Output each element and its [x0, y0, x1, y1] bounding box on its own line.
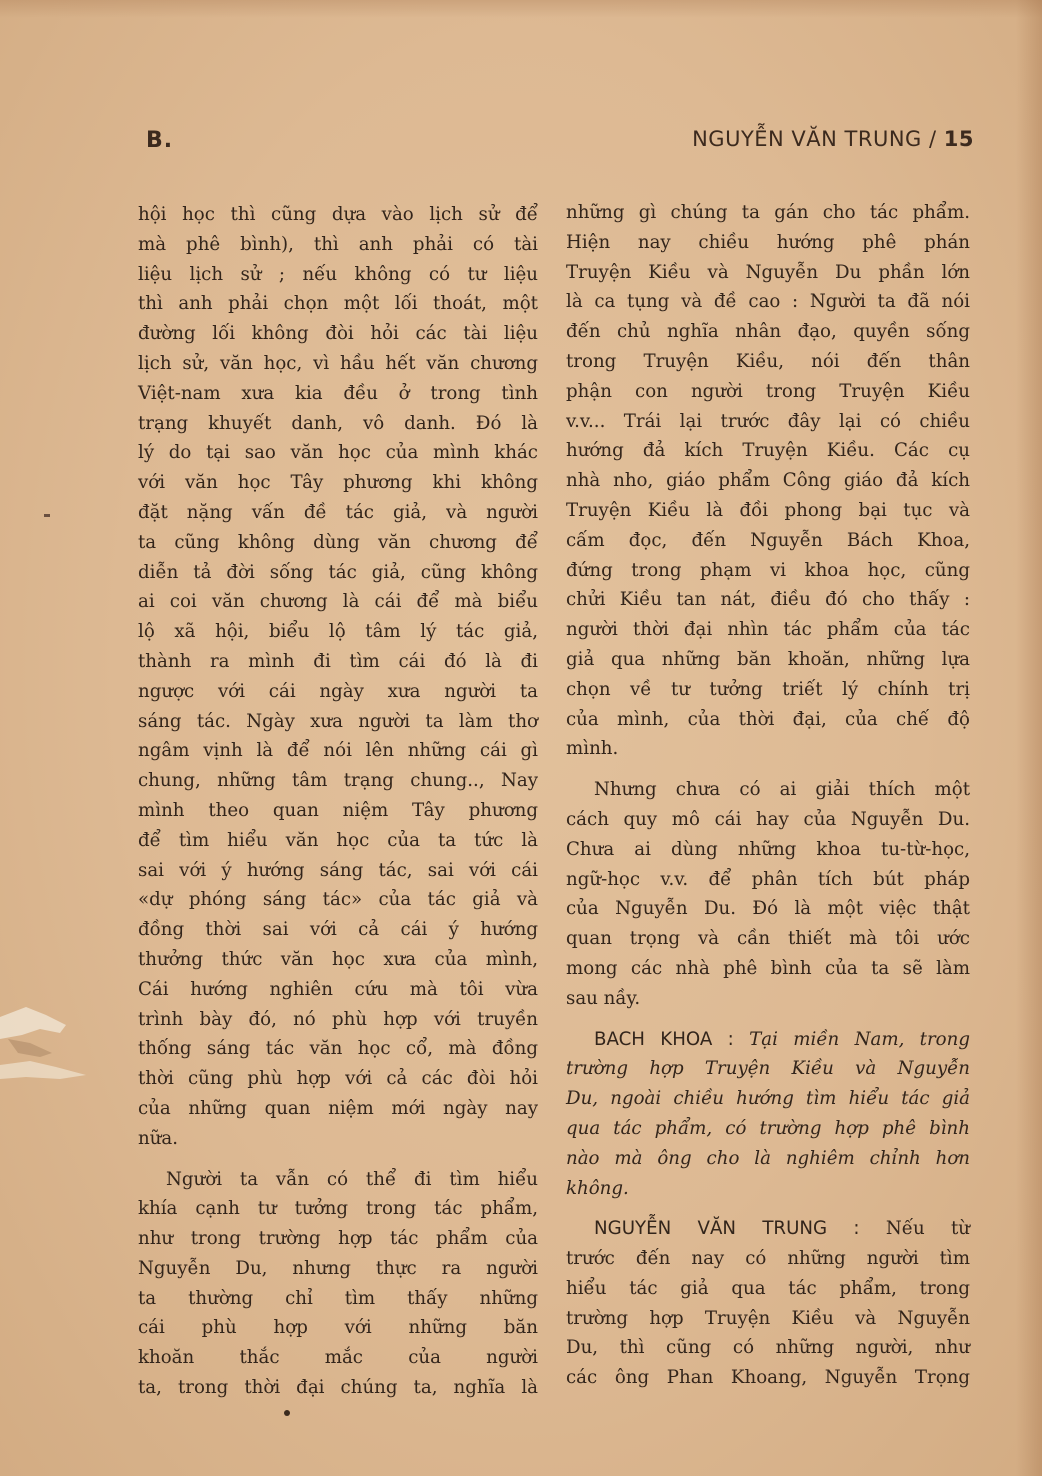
- text-line: v.v... Trái lại trước đây lại có chiều: [566, 410, 970, 432]
- text-line: của mình, của thời đại, của chế độ: [566, 708, 970, 730]
- text-line: với văn học Tây phương khi không: [138, 472, 538, 494]
- dialogue-first-line: NGUYỄN VĂN TRUNG : Nếu từ: [594, 1218, 970, 1240]
- left-column: [138, 200, 538, 1403]
- text-line: ta cũng không dùng văn chương để: [138, 531, 538, 553]
- page-number: 15: [943, 127, 974, 151]
- text-line: hướng đả kích Truyện Kiều. Các cụ: [566, 440, 970, 462]
- text-line: ta, trong thời đại chúng ta, nghĩa là: [138, 1377, 538, 1399]
- text-line: những gì chúng ta gán cho tác phẩm.: [566, 202, 970, 223]
- text-line: cách quy mô cái hay của Nguyễn Du.: [566, 808, 970, 830]
- text-line: giả qua những băn khoăn, những lựa: [566, 648, 970, 670]
- text-line: không.: [566, 1177, 629, 1199]
- text-line: Người ta vẫn có thể đi tìm hiểu: [166, 1168, 538, 1190]
- text-line: hiểu tác giả qua tác phẩm, trong: [566, 1277, 970, 1299]
- text-line: chung, những tâm trạng chung.., Nay: [138, 770, 538, 792]
- text-line: ai coi văn chương là cái để mà biểu: [138, 591, 538, 613]
- text-line: của những quan niệm mới ngày nay: [138, 1097, 538, 1119]
- text-line: sau nầy.: [566, 987, 641, 1009]
- text-line: «dự phóng sáng tác» của tác giả và: [138, 889, 538, 911]
- text-line: mong các nhà phê bình của ta sẽ làm: [566, 957, 970, 979]
- text-line: lộ xã hội, biểu lộ tâm lý tác giả,: [138, 621, 538, 643]
- right-paragraph-2: [566, 775, 970, 1013]
- text-line: Nhưng chưa có ai giải thích một: [594, 779, 970, 801]
- text-line: trường hợp Truyện Kiều và Nguyễn: [566, 1307, 970, 1329]
- text-line: sai với ý hướng sáng tác, sai với cái: [138, 859, 538, 881]
- text-line: thành ra mình đi tìm cái đó là đi: [138, 650, 538, 672]
- text-line: Du, ngoài chiều hướng tìm hiểu tác giả: [566, 1088, 970, 1110]
- page-top-shadow: [0, 0, 1042, 18]
- text-line: Truyện Kiều và Nguyễn Du phần lớn: [566, 261, 970, 283]
- text-line: đứng trong phạm vi khoa học, cũng: [566, 559, 970, 581]
- text-line: đặt nặng vấn đề tác giả, và người: [138, 501, 538, 523]
- text-line: nào mà ông cho là nghiêm chỉnh hơn: [566, 1147, 970, 1169]
- text-line: cái phù hợp với những băn: [138, 1317, 538, 1339]
- running-header: [586, 127, 974, 151]
- ink-dot: [284, 1410, 290, 1416]
- right-paragraph-3: [566, 1025, 970, 1204]
- margin-mark: [44, 514, 50, 517]
- text-line: mình theo quan niệm Tây phương: [138, 799, 538, 821]
- text-line: lý do tại sao văn học của mình khác: [138, 442, 538, 464]
- text-line: trước đến nay có những người tìm: [566, 1248, 970, 1270]
- text-line: quan trọng và cần thiết mà tôi ước: [566, 928, 970, 950]
- text-line: đến chủ nghĩa nhân đạo, quyền sống: [566, 321, 970, 343]
- text-line: Hiện nay chiều hướng phê phán: [566, 231, 970, 253]
- text-line: thì anh phải chọn một lối thoát, một: [138, 293, 538, 315]
- text-line: ngược với cái ngày xưa người ta: [138, 680, 538, 702]
- text-line: là ca tụng và đề cao : Người ta đã nói: [566, 291, 970, 313]
- text-line: đường lối không đòi hỏi các tài liệu: [138, 323, 538, 345]
- dialogue-first-line: BACH KHOA : Tại miền Nam, trong: [594, 1028, 970, 1050]
- paper-tear-mark: [0, 995, 90, 1085]
- text-line: như trong trường hợp tác phẩm của: [138, 1228, 538, 1250]
- text-line: mình.: [566, 738, 619, 760]
- left-paragraph-1: [138, 200, 538, 1154]
- text-line: trong Truyện Kiều, nói đến thân: [566, 350, 970, 372]
- text-line: diễn tả đời sống tác giả, cũng không: [138, 561, 538, 583]
- text-line: Chưa ai dùng những khoa tu-từ-học,: [566, 838, 970, 860]
- text-line: trình bày đó, nó phù hợp với truyền: [138, 1008, 538, 1030]
- text-line: mà phê bình), thì anh phải có tài: [138, 233, 538, 255]
- left-paragraph-2: [138, 1165, 538, 1403]
- right-paragraph-1: [566, 198, 970, 764]
- text-line: phận con người trong Truyện Kiều: [566, 380, 970, 402]
- speaker-label: NGUYỄN VĂN TRUNG :: [594, 1218, 860, 1240]
- text-line: nữa.: [138, 1127, 179, 1149]
- text-line: chọn về tư tưởng triết lý chính trị: [566, 678, 970, 700]
- text-line: Du, thì cũng có những người, như: [566, 1337, 970, 1359]
- section-letter: B.: [146, 128, 174, 153]
- text-line: Nguyễn Du, nhưng thực ra người: [138, 1257, 538, 1279]
- text-line: khoăn thắc mắc của người: [138, 1347, 538, 1369]
- text-line: Truyện Kiều là đồi phong bại tục và: [566, 499, 970, 521]
- text-line: đồng thời sai với cả cái ý hướng: [138, 919, 538, 941]
- text-line: trường hợp Truyện Kiều và Nguyễn: [566, 1058, 970, 1080]
- text-line: cấm đọc, đến Nguyễn Bách Khoa,: [566, 529, 970, 551]
- text-line: liệu lịch sử ; nếu không có tư liệu: [138, 263, 538, 285]
- page-edge-shadow: [1016, 0, 1042, 1476]
- text-line: ngữ-học v.v. để phân tích bút pháp: [566, 868, 970, 890]
- text-line: qua tác phẩm, có trường hợp phê bình: [566, 1117, 970, 1139]
- right-column: [566, 198, 970, 1393]
- header-author: NGUYỄN VĂN TRUNG /: [692, 127, 937, 151]
- text-line: sáng tác. Ngày xưa người ta làm thơ: [138, 710, 538, 732]
- text-line: của Nguyễn Du. Đó là một việc thật: [566, 898, 970, 920]
- text-line: lịch sử, văn học, vì hầu hết văn chương: [138, 352, 538, 374]
- text-line: ngâm vịnh là để nói lên những cái gì: [138, 740, 538, 762]
- text-line: thời cũng phù hợp với cả các đòi hỏi: [138, 1068, 538, 1090]
- text-line: Cái hướng nghiên cứu mà tôi vừa: [138, 978, 538, 1000]
- text-line: trạng khuyết danh, vô danh. Đó là: [138, 412, 538, 434]
- text-line: các ông Phan Khoang, Nguyễn Trọng: [566, 1367, 970, 1389]
- right-paragraph-4: [566, 1214, 970, 1393]
- text-line: hội học thì cũng dựa vào lịch sử để: [138, 204, 538, 225]
- text-line: Việt-nam xưa kia đều ở trong tình: [138, 382, 538, 404]
- text-line: thưởng thức văn học xưa của mình,: [138, 948, 538, 970]
- text-line: chửi Kiều tan nát, điều đó cho thấy :: [566, 589, 970, 611]
- speaker-label: BACH KHOA :: [594, 1028, 734, 1050]
- text-line: nhà nho, giáo phẩm Công giáo đả kích: [566, 470, 970, 492]
- text-line: ta thường chỉ tìm thấy những: [138, 1287, 538, 1309]
- text-line: khía cạnh tư tưởng trong tác phẩm,: [138, 1198, 538, 1220]
- text-line: người thời đại nhìn tác phẩm của tác: [566, 619, 970, 641]
- text-line: để tìm hiểu văn học của ta tức là: [138, 829, 538, 851]
- text-line: thống sáng tác văn học cổ, mà đồng: [138, 1038, 538, 1060]
